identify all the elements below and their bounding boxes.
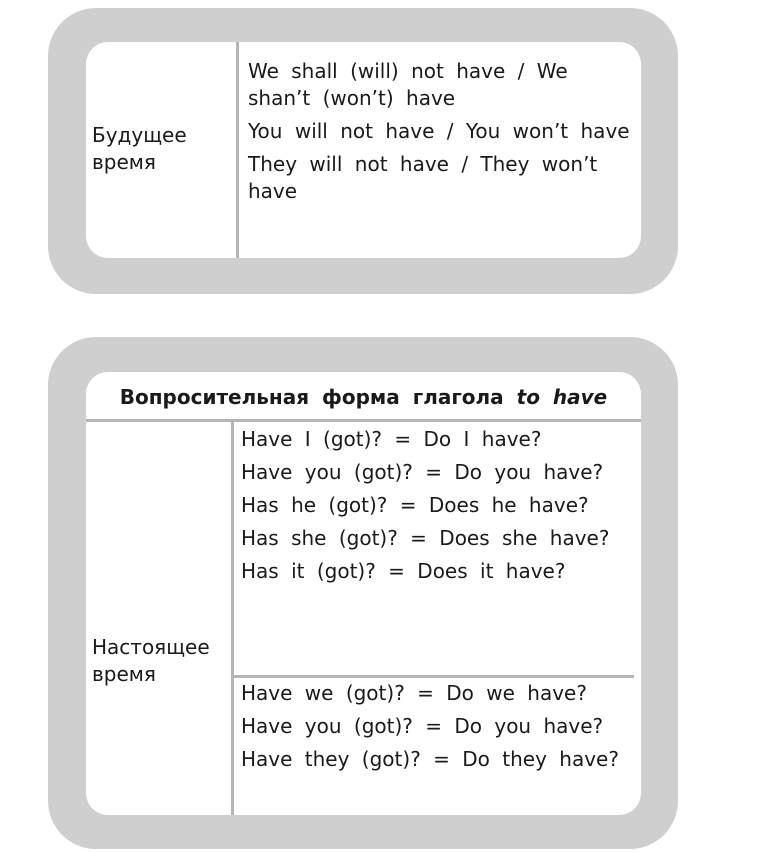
form-line: Have you (got)? = Do you have? xyxy=(241,714,604,738)
form-line: Has he (got)? = Does he have? xyxy=(241,493,589,517)
header-title: Вопросительная форма глагола xyxy=(119,385,504,409)
header-verb: to have xyxy=(516,385,608,409)
plural-forms xyxy=(234,678,634,815)
form-line: Has it (got)? = Does it have? xyxy=(241,559,566,583)
future-forms xyxy=(248,58,633,211)
tense-label: Будущее время xyxy=(92,123,187,174)
table-header xyxy=(86,372,641,422)
form-line: We shall (will) not have / We shan’t (won’t) have xyxy=(248,59,568,110)
form-line: Have I (got)? = Do I have? xyxy=(241,427,542,451)
tense-label-cell xyxy=(86,42,239,258)
singular-forms xyxy=(234,424,634,678)
future-tense-card xyxy=(48,8,678,294)
tense-label-cell xyxy=(86,422,234,815)
form-line: Have we (got)? = Do we have? xyxy=(241,681,587,705)
form-line: Have you (got)? = Do you have? xyxy=(241,460,604,484)
form-line: They will not have / They won’t have xyxy=(248,152,598,203)
tense-label: Настоящее время xyxy=(92,635,210,686)
form-line: Has she (got)? = Does she have? xyxy=(241,526,610,550)
question-form-card xyxy=(48,337,678,849)
future-tense-table xyxy=(86,42,641,258)
form-line: Have they (got)? = Do they have? xyxy=(241,747,619,771)
form-line: You will not have / You won’t have xyxy=(248,119,630,143)
question-form-table xyxy=(86,372,641,815)
